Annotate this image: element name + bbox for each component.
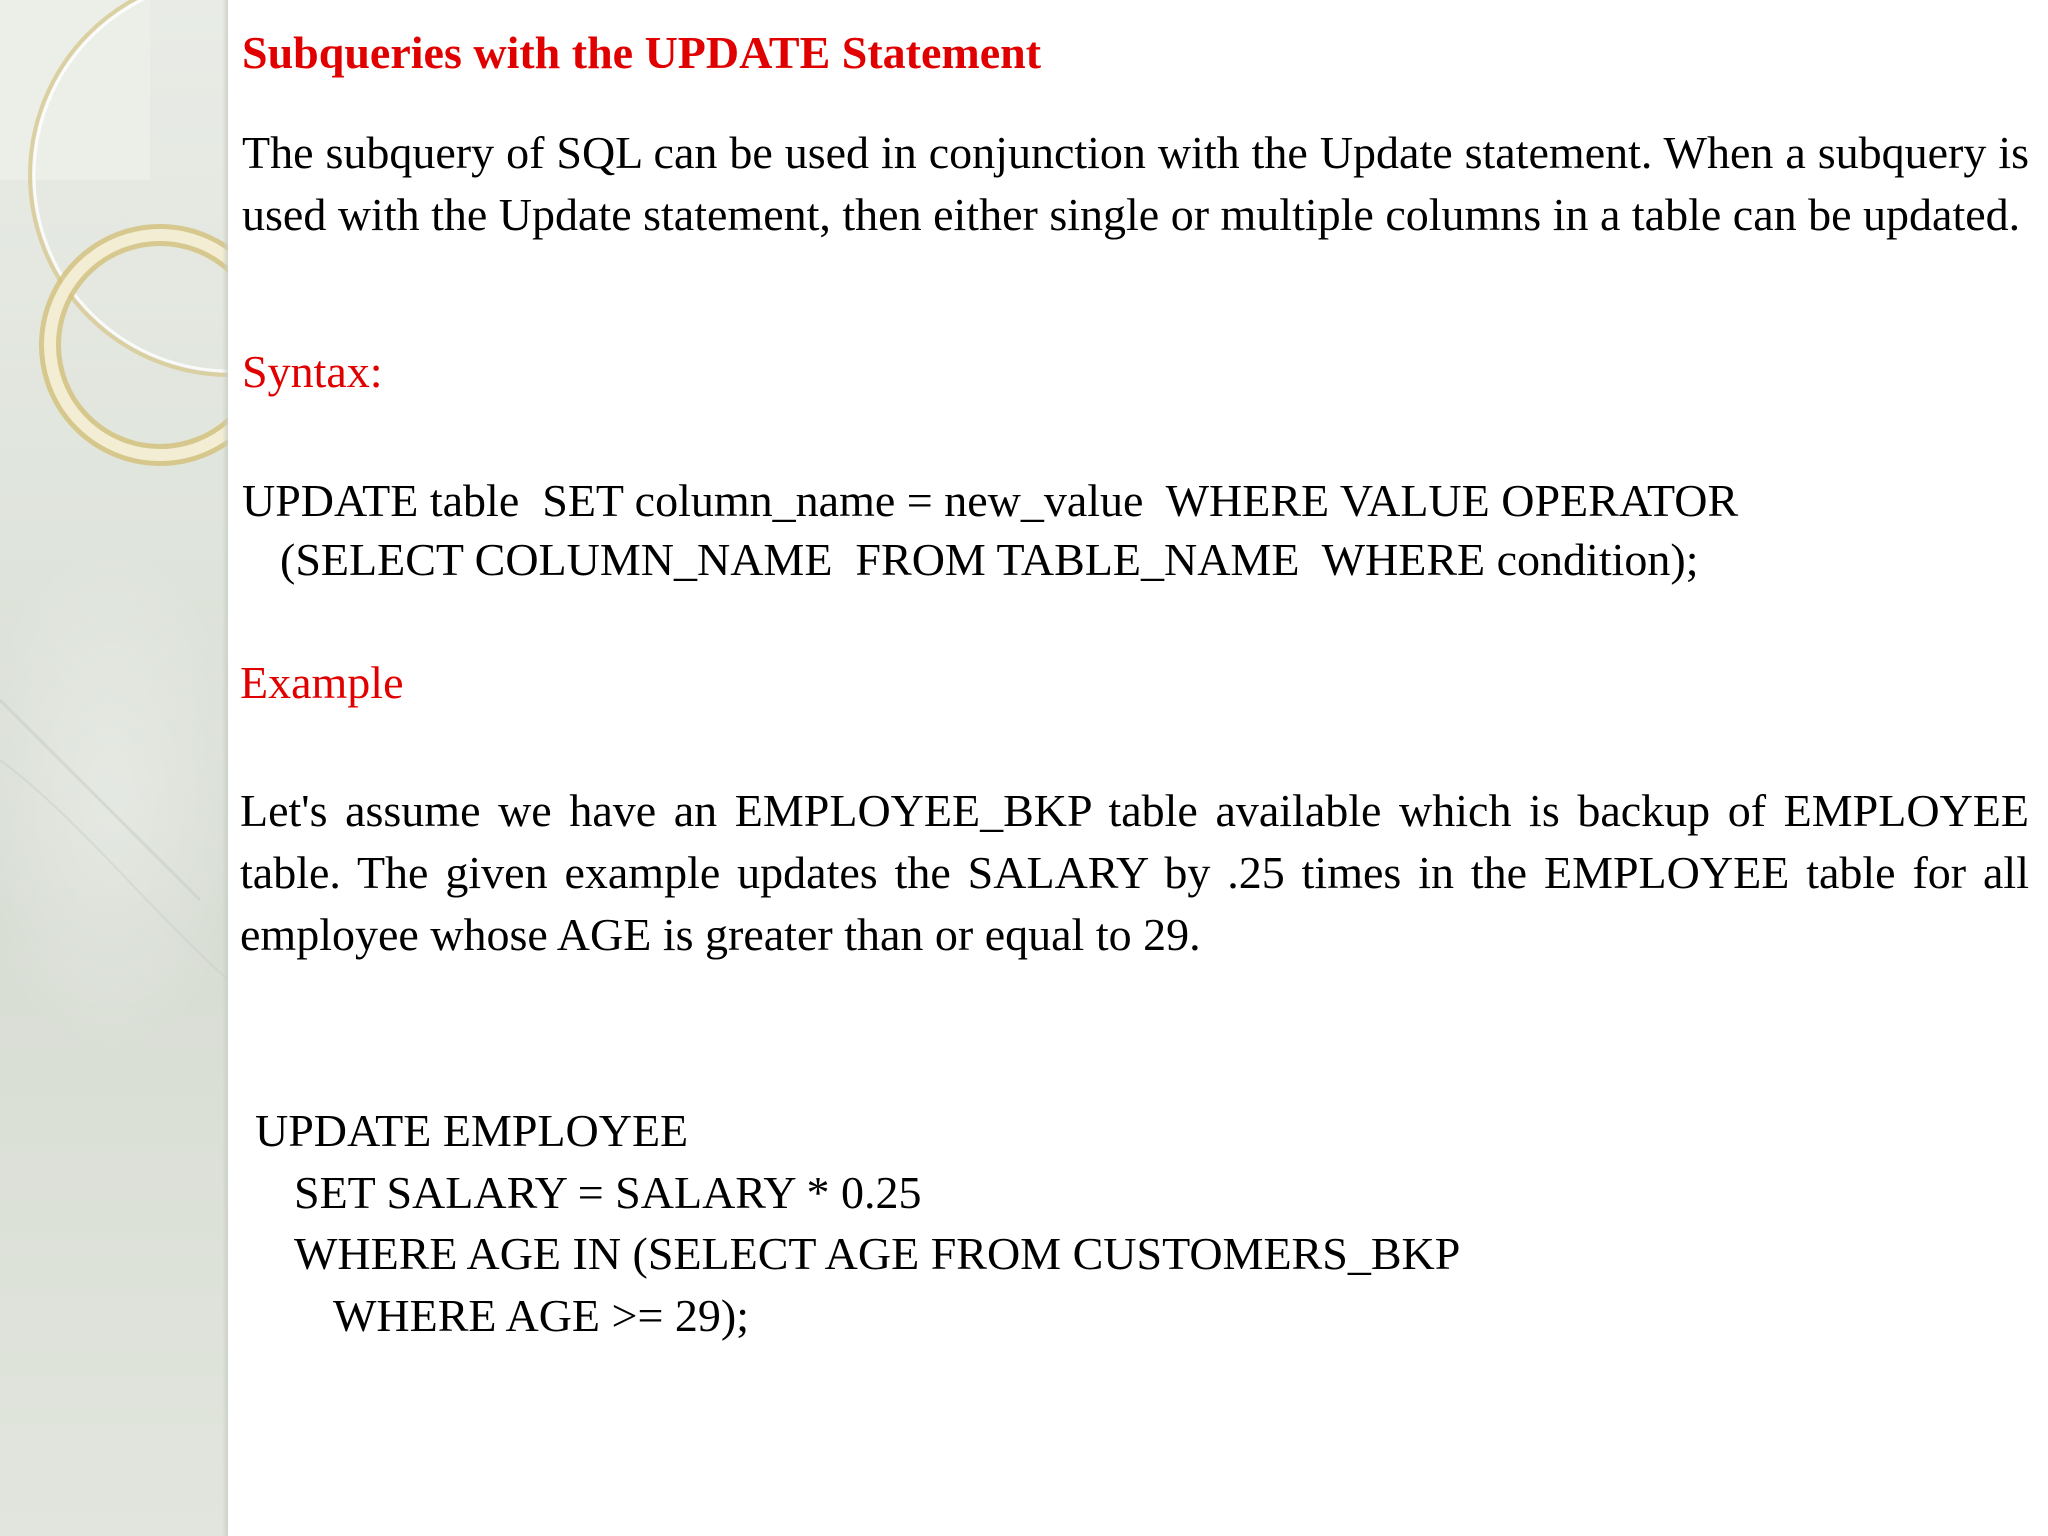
decorative-side-panel bbox=[0, 0, 228, 1536]
syntax-line: UPDATE table SET column_name = new_value WHERE VALUE OPERATOR bbox=[242, 475, 1739, 526]
syntax-label: Syntax: bbox=[242, 346, 383, 397]
intro-paragraph: The subquery of SQL can be used in conjunction with the Update statement. When a subquery is used with the Update statement, then either single or multiple columns in a table can be updated. bbox=[242, 127, 2029, 240]
syntax-line: (SELECT COLUMN_NAME FROM TABLE_NAME WHERE condition); bbox=[280, 534, 1699, 585]
example-code-line: UPDATE EMPLOYEE bbox=[255, 1105, 689, 1156]
example-code-line: WHERE AGE IN (SELECT AGE FROM CUSTOMERS_BKP bbox=[294, 1228, 1461, 1279]
slide-title: Subqueries with the UPDATE Statement bbox=[242, 27, 1042, 78]
decorative-rings-graphic bbox=[0, 0, 228, 1536]
example-paragraph: Let's assume we have an EMPLOYEE_BKP table available which is backup of EMPLOYEE table. The given example updates the SALARY by .25 times in the EMPLOYEE table for all employee whose AGE is greater than or equal to 29. bbox=[240, 785, 2029, 960]
slide-content bbox=[242, 0, 2032, 1536]
side-panel-edge bbox=[222, 0, 228, 1536]
example-code-line: WHERE AGE >= 29); bbox=[333, 1290, 749, 1341]
example-label: Example bbox=[240, 657, 404, 708]
example-code-line: SET SALARY = SALARY * 0.25 bbox=[294, 1167, 922, 1218]
